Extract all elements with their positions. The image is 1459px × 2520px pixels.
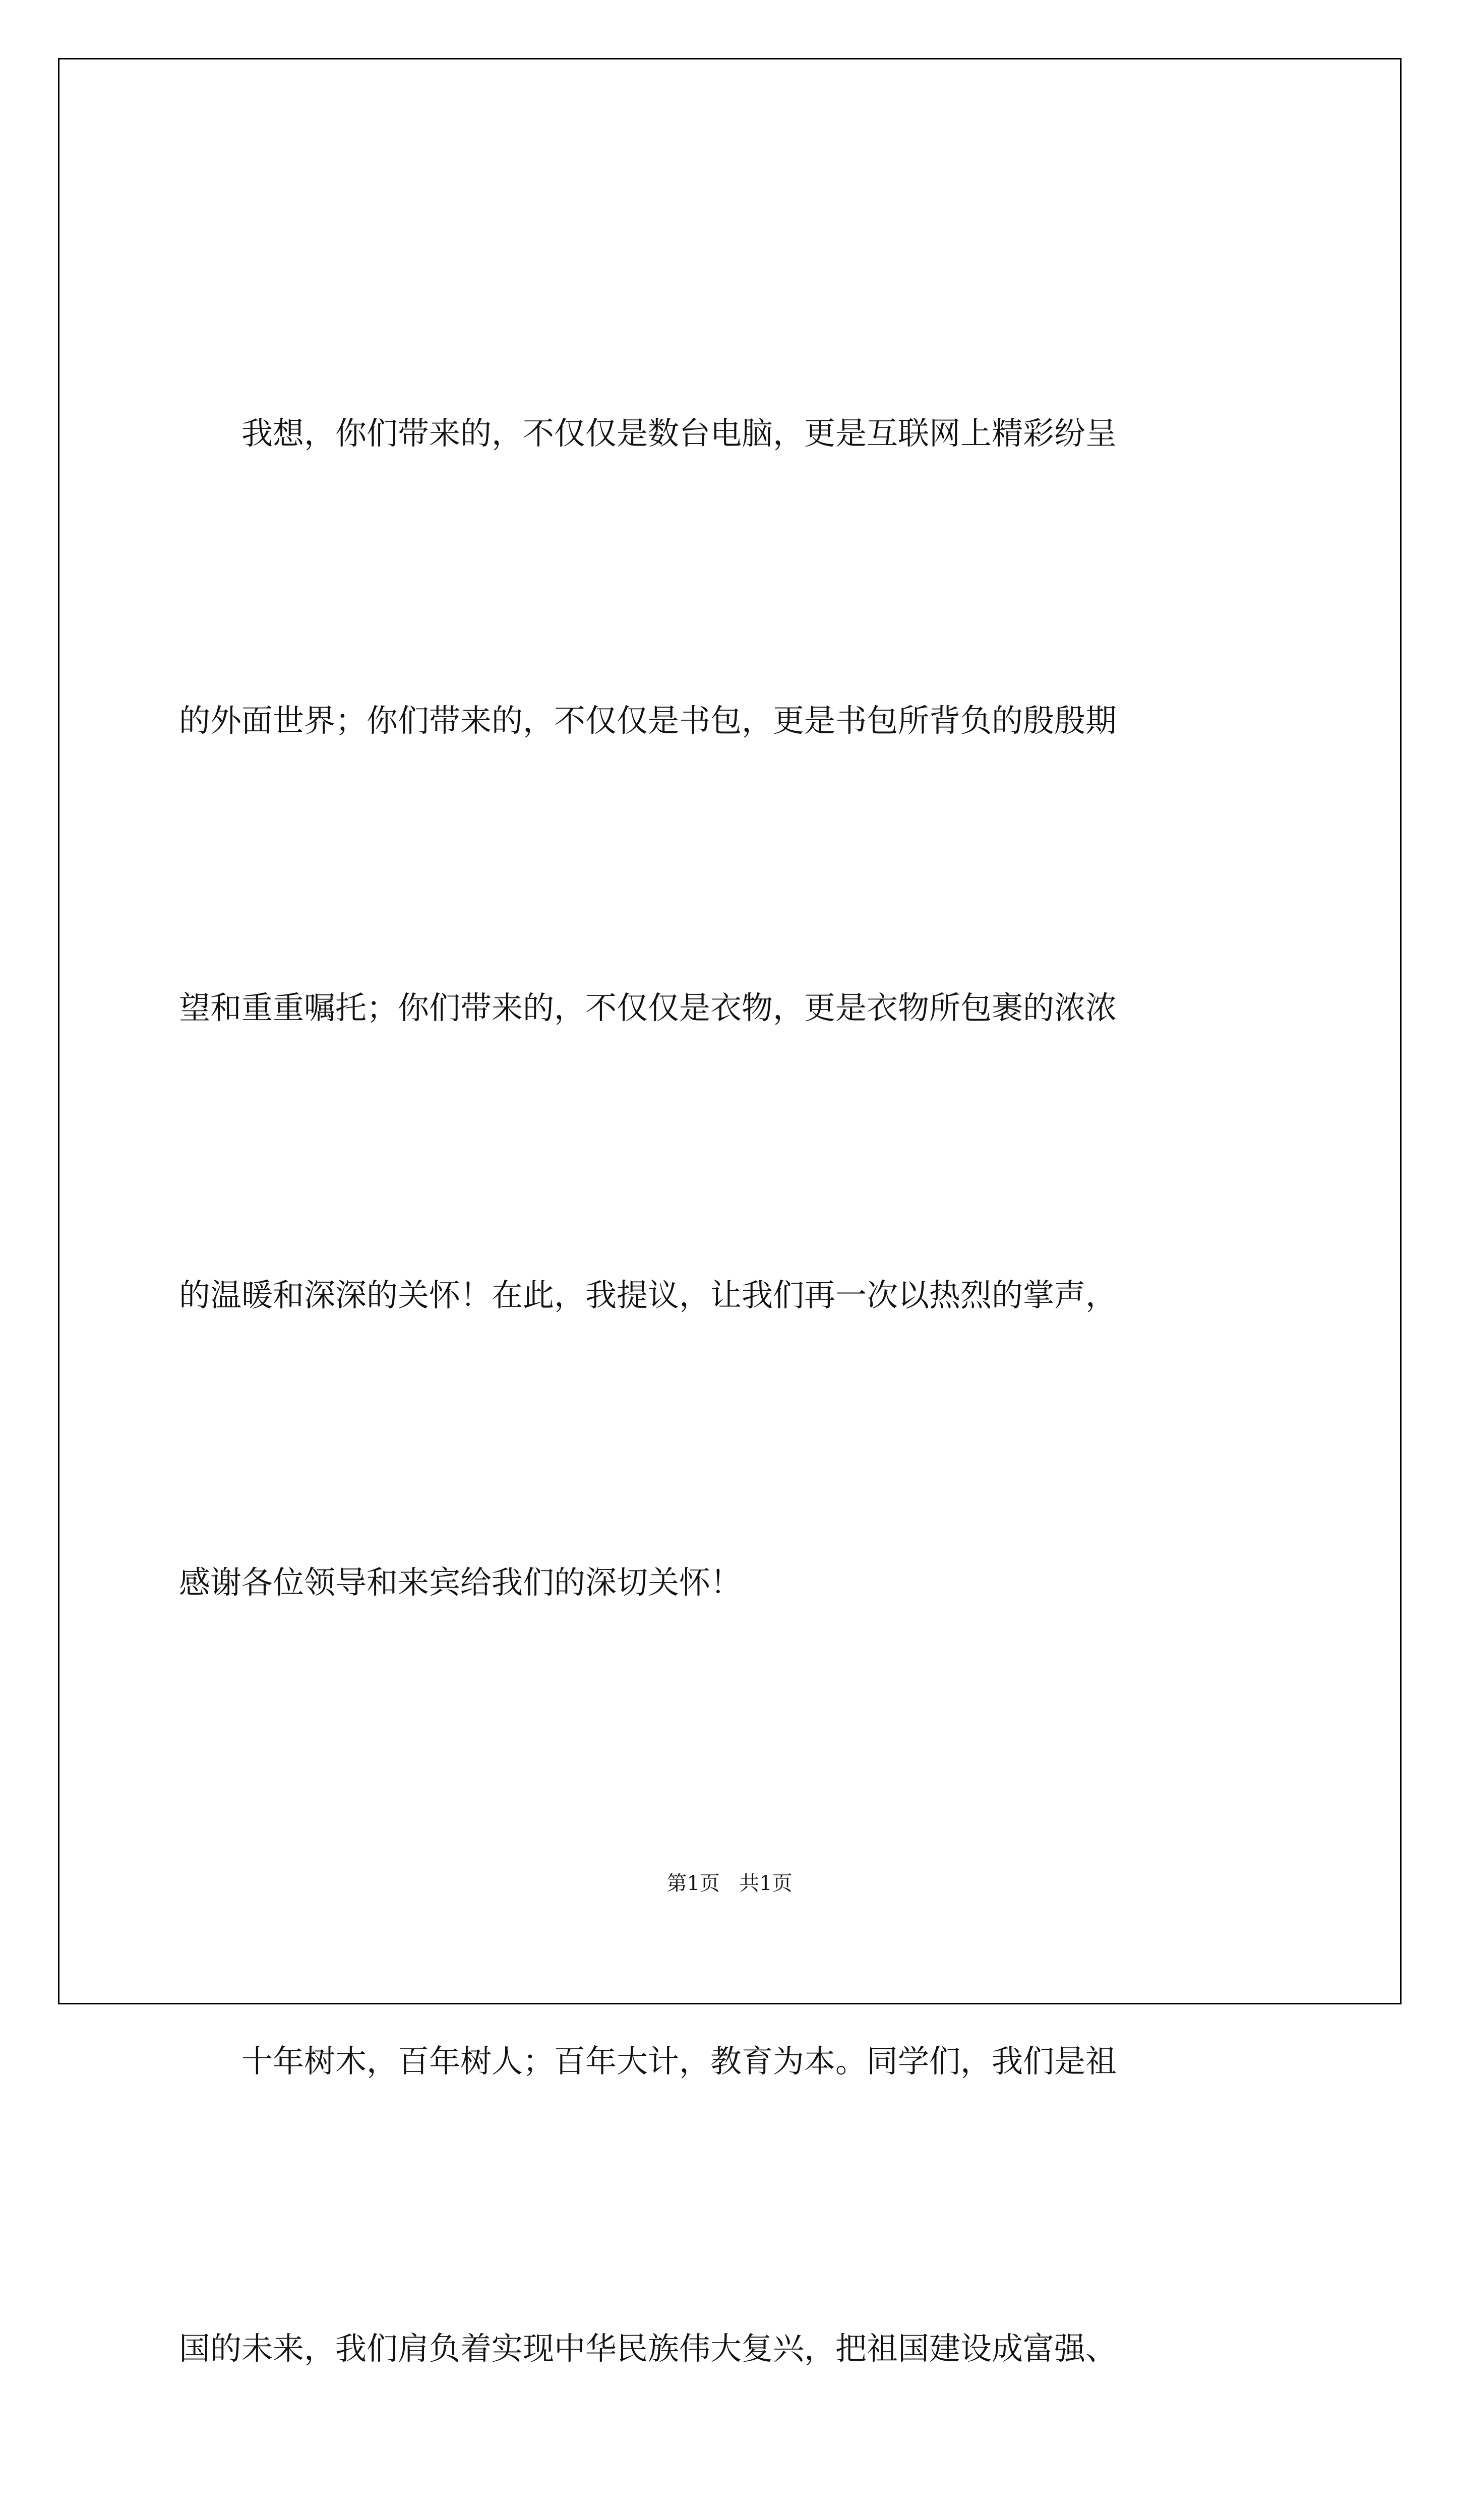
page-number: 第1页 [666, 1872, 720, 1895]
paragraph-line: 的温暖和深深的关怀！在此，我提议，让我们再一次以热烈的掌声， [179, 1277, 1117, 1313]
paragraph-line: 国的未来，我们肩负着实现中华民族伟大复兴，把祖国建设成富强、 [179, 2330, 1117, 2367]
paragraph-1 [179, 194, 1288, 1822]
page-total: 共1页 [739, 1872, 793, 1895]
document-body [179, 194, 1288, 2520]
paragraph-line: 的外面世界；你们带来的，不仅仅是书包，更是书包所背负的殷殷期 [179, 702, 1117, 739]
paragraph-2 [179, 1822, 1288, 2520]
paragraph-line: 感谢各位领导和来宾给我们的深切关怀！ [179, 1564, 742, 1601]
paragraph-line: 望和重重嘱托；你们带来的，不仅仅是衣物，更是衣物所包裹的浓浓 [179, 989, 1117, 1026]
paragraph-line: 十年树木，百年树人；百年大计，教育为本。同学们，我们是祖 [241, 2043, 1117, 2080]
page-footer [0, 1867, 1459, 1896]
paragraph-line: 我想，你们带来的，不仅仅是数台电脑，更是互联网上精彩纷呈 [241, 415, 1117, 452]
